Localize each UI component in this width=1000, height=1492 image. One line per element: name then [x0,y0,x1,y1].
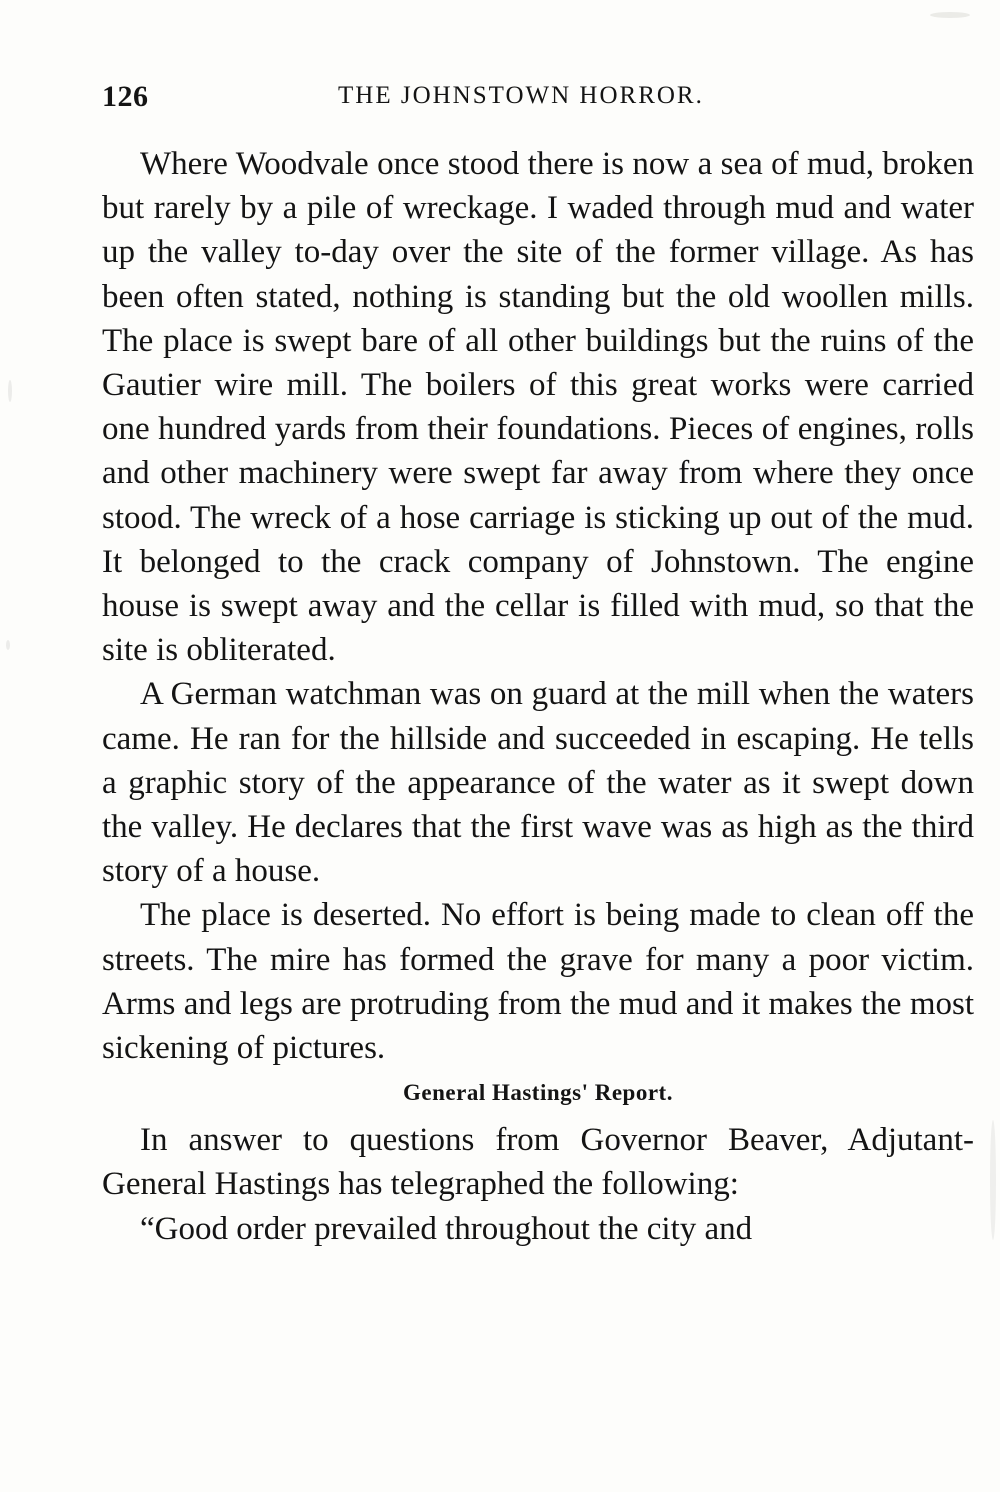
scan-speck [990,1120,996,1240]
scan-speck [8,380,12,402]
section-heading: General Hastings' Report. [403,1080,673,1106]
scan-speck [930,12,970,18]
page-number: 126 [102,80,149,113]
page-header [102,80,972,120]
paragraph-watchman: A German watchman was on guard at the mill when the waters came. He ran for the hillside and succeeded in escaping. He tells a graphic story of the appearance of the water as it swept down the valley. He declares that the first wave was as high as the third story of a house. [102,676,974,890]
paragraph-deserted: The place is deserted. No effort is being made to clean off the streets. The mire has formed the grave for many a poor victim. Arms and legs are protruding from the mud and it makes the most sickening of pictures. [102,897,974,1067]
paragraph-good-order: “Good order prevailed throughout the city and [140,1210,753,1247]
paragraph-woodvale: Where Woodvale once stood there is now a sea of mud, broken but rarely by a pile of wreckage. I waded through mud and water up the valley to-day over the site of the former village. As has been often stated, nothing is standing but the old woollen mills. The place is swept bare of all other buildings but the ruins of the Gautier wire mill. The boilers of this great works were carried one hundred yards from their foundations. Pieces of engines, rolls and other machinery were swept far away from where they once stood. The wreck of a hose carriage is sticking up out of the mud. It belonged to the crack company of Johnstown. The engine house is swept away and the cellar is filled with mud, so that the site is obliterated. [102,146,974,669]
scan-speck [6,640,10,650]
running-title: THE JOHNSTOWN HORROR. [338,82,704,109]
body-text [102,142,974,1251]
paragraph-answer: In answer to questions from Governor Beaver, Adjutant-General Hastings has telegraphed the following: [102,1122,974,1203]
